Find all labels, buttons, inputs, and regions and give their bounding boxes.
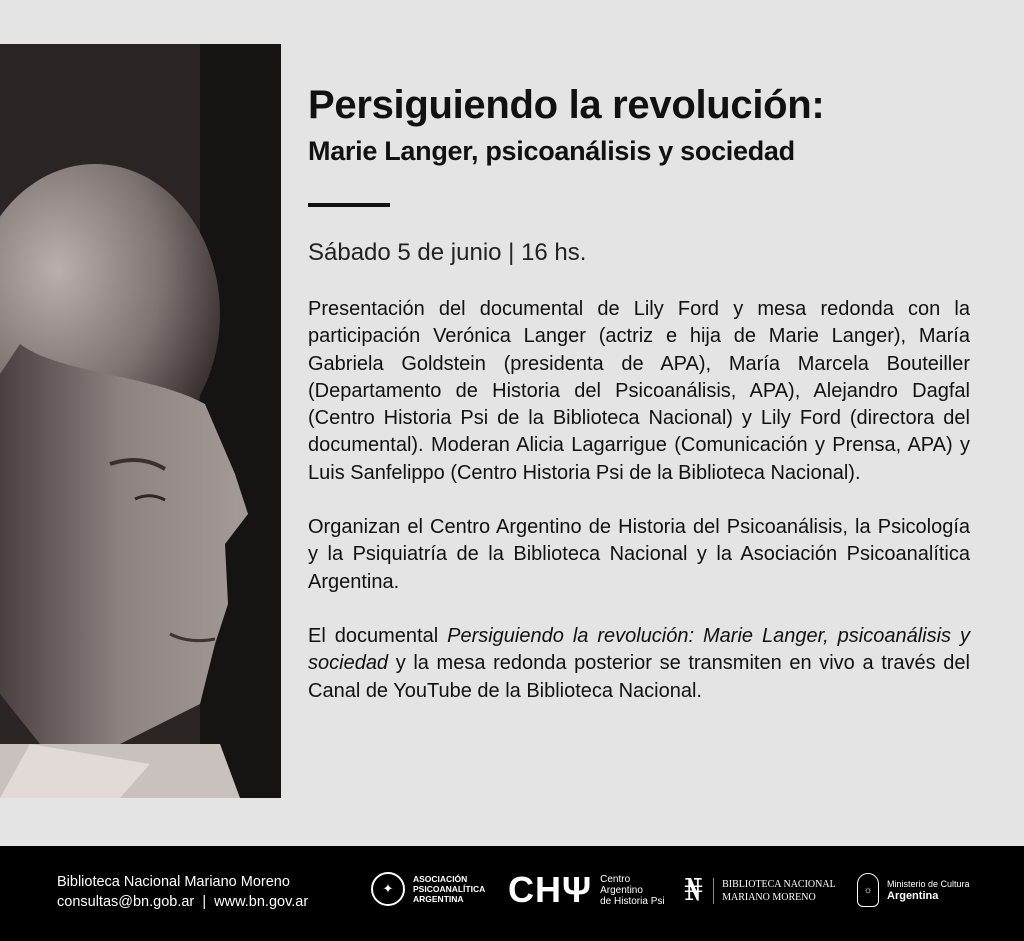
ministry-line-2: Argentina (887, 890, 939, 902)
organizers-paragraph: Organizan el Centro Argentino de Historia del Psicoanálisis, la Psicología y la Psiquiatría de la Biblioteca Nacional y la Asociación Psicoanalítica Argentina. (308, 516, 970, 593)
event-content (308, 82, 970, 705)
bn-logo (684, 874, 836, 908)
apa-line-2: PSICOANALÍTICA (413, 884, 486, 894)
contact-line (57, 892, 308, 912)
portrait-illustration (0, 44, 281, 798)
bn-monogram-icon: ₦ (684, 873, 704, 908)
apa-line-3: ARGENTINA (413, 894, 464, 904)
portrait-photo (0, 44, 281, 798)
footer-bar (0, 846, 1024, 941)
apa-logo (371, 872, 485, 906)
bn-logo-text (713, 878, 836, 904)
ministry-logo (857, 873, 970, 907)
event-date: Sábado 5 de junio | 16 hs. (308, 239, 587, 266)
contact-separator: | (202, 894, 207, 910)
contact-email[interactable]: consultas@bn.gob.ar (57, 894, 195, 910)
footer-contact (57, 872, 308, 912)
institution-name: Biblioteca Nacional Mariano Moreno (57, 874, 290, 890)
coat-of-arms-icon: ☼ (857, 873, 879, 907)
website-link[interactable]: www.bn.gov.ar (214, 894, 309, 910)
description-paragraph: Presentación del documental de Lily Ford y mesa redonda con la participación Verónica Langer (actriz e hija de Marie Langer), María Gabriela Goldstein (presidenta de APA), María Marcela Bouteiller (Departamento de Historia del Psicoanálisis, APA), Alejandro Dagfal (Centro Historia Psi de la Biblioteca Nacional) y Lily Ford (directora del documental). Moderan Alicia Lagarrigue (Comunicación y Prensa, APA) y Luis Sanfelippo (Centro Historia Psi de la Biblioteca Nacional). (308, 298, 970, 484)
documentary-title: Persiguiendo la revolución: Marie Langer, psicoanálisis y sociedad (308, 624, 971, 675)
apa-line-1: ASOCIACIÓN (413, 874, 468, 884)
chy-line-1: Centro (600, 873, 631, 885)
event-subtitle: Marie Langer, psicoanálisis y sociedad (308, 136, 795, 166)
divider-rule (308, 203, 390, 207)
bn-line-2: MARIANO MORENO (722, 892, 816, 903)
event-title: Persiguiendo la revolución: (308, 83, 825, 127)
bn-line-1: BIBLIOTECA NACIONAL (722, 879, 836, 890)
ministry-line-1: Ministerio de Cultura (887, 879, 970, 889)
chy-line-2: Argentino (600, 884, 643, 896)
chy-mark: CHΨ (508, 869, 593, 910)
ministry-logo-text (887, 878, 970, 902)
chy-line-3: de Historia Psi (600, 895, 665, 907)
broadcast-text-end: y la mesa redonda posterior se transmiten en vivo a través del Canal de YouTube de la Biblioteca Nacional. (308, 652, 970, 702)
chy-logo-text (600, 874, 664, 907)
chy-logo (508, 869, 665, 910)
broadcast-paragraph (308, 623, 970, 705)
apa-logo-text (413, 874, 485, 904)
broadcast-text-start: El documental (308, 624, 448, 647)
apa-seal-icon: ✦ (371, 872, 405, 906)
